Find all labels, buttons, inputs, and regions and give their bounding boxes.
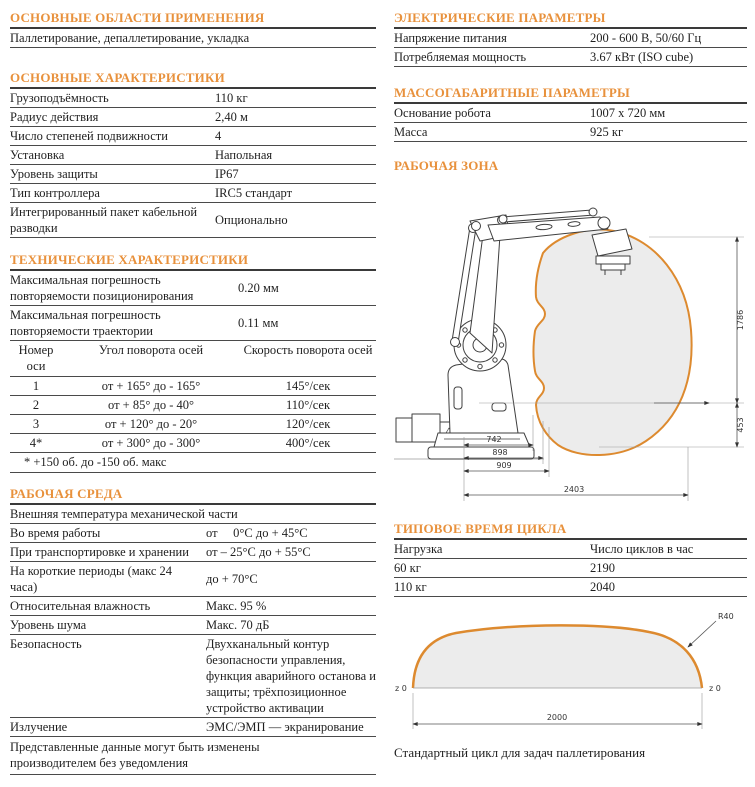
axes-table-header — [10, 341, 376, 377]
spec-row — [394, 48, 747, 67]
axis-number: 4* — [29, 436, 43, 450]
spec-row — [10, 271, 376, 306]
spec-label: Число степеней подвижности — [10, 129, 168, 143]
axis-angle: от + 85° до - 40° — [108, 398, 194, 412]
section-main-specs — [10, 70, 376, 238]
section-tech-specs — [10, 252, 376, 473]
spec-row — [10, 616, 376, 635]
spec-label: Интегрированный пакет кабельной разводки — [10, 205, 198, 235]
left-column — [10, 8, 376, 775]
section-applications — [10, 10, 376, 48]
section-title: РАБОЧАЯ СРЕДА — [10, 486, 376, 505]
spec-label: Излучение — [10, 720, 68, 734]
spec-value: 3.67 кВт (ISO cube) — [590, 50, 694, 64]
section-work-zone — [394, 158, 747, 515]
section-title: ОСНОВНЫЕ ХАРАКТЕРИСТИКИ — [10, 70, 376, 89]
spec-value: 1007 x 720 мм — [590, 106, 666, 120]
spec-row — [394, 104, 747, 123]
axis-number: 3 — [32, 417, 40, 431]
cycle-caption: Стандартный цикл для задач паллетирования — [394, 745, 646, 760]
column-header: Нагрузка — [394, 542, 443, 556]
spec-value: 925 кг — [590, 125, 624, 139]
spec-label: На короткие периоды (макс 24 часа) — [10, 564, 173, 594]
spec-row — [10, 108, 376, 127]
spec-value: Двухканальный контур безопасности управления, функция аварийного останова и защиты; трёхпозиционное устройство активации — [206, 637, 376, 715]
section-dimensions-weight — [394, 85, 747, 142]
axis-angle: от + 120° до - 20° — [104, 417, 198, 431]
table-row — [394, 578, 747, 597]
spec-row — [10, 718, 376, 737]
section-electrical — [394, 10, 747, 67]
section-title: МАССОГАБАРИТНЫЕ ПАРАМЕТРЫ — [394, 85, 747, 104]
spec-value: IP67 — [215, 167, 239, 181]
dim-2403: 2403 — [563, 485, 585, 494]
axis-number: 2 — [32, 398, 40, 412]
table-row — [10, 415, 376, 434]
spec-label: Относительная влажность — [10, 599, 151, 613]
spec-row — [10, 306, 376, 341]
environment-subheader: Внешняя температура механической части — [10, 505, 376, 524]
spec-label: Основание робота — [394, 106, 491, 120]
spec-value: 4 — [215, 129, 222, 143]
spec-label: Напряжение питания — [394, 31, 507, 45]
spec-row — [10, 184, 376, 203]
column-header: Число циклов в час — [590, 542, 694, 556]
spec-value: 110 кг — [215, 91, 248, 105]
disclaimer-text: Представленные данные могут быть изменены производителем без уведомления — [10, 740, 260, 770]
spec-value: Макс. 95 % — [206, 599, 267, 613]
cycle-load: 110 кг — [394, 580, 427, 594]
spec-label: Радиус действия — [10, 110, 99, 124]
axis-number: 1 — [32, 379, 40, 393]
spec-value: IRC5 стандарт — [215, 186, 293, 200]
z0-right-label: z 0 — [709, 684, 721, 693]
spec-value: Напольная — [215, 148, 273, 162]
spec-row — [394, 123, 747, 142]
dim-909: 909 — [496, 461, 512, 470]
cycle-load: 60 кг — [394, 561, 421, 575]
spec-label: Максимальная погрешность повторяемости траектории — [10, 308, 161, 338]
axis-speed: 120°/сек — [285, 417, 331, 431]
spec-label: Максимальная погрешность повторяемости позиционирования — [10, 273, 194, 303]
work-zone-diagram — [394, 175, 747, 515]
spec-label: Тип контроллера — [10, 186, 100, 200]
column-header: Номер оси — [18, 343, 54, 373]
column-header: Скорость поворота осей — [243, 343, 373, 357]
right-column — [394, 8, 747, 761]
section-cycle-time — [394, 521, 747, 761]
spec-label: Безопасность — [10, 637, 82, 651]
spec-value: ЭМС/ЭМП — экранирование — [206, 720, 364, 734]
axes-table-footnote: * +150 об. до -150 об. макс — [10, 453, 376, 473]
spec-label: Грузоподъёмность — [10, 91, 109, 105]
spec-label: При транспортировке и хранении — [10, 545, 189, 559]
disclaimer-note — [10, 737, 376, 775]
spec-row — [10, 543, 376, 562]
spec-value: до + 70°C — [206, 572, 258, 586]
axis-speed: 145°/сек — [285, 379, 331, 393]
spec-label: Уровень защиты — [10, 167, 98, 181]
axes-table — [10, 341, 376, 473]
spec-label: Установка — [10, 148, 65, 162]
section-title: ТЕХНИЧЕСКИЕ ХАРАКТЕРИСТИКИ — [10, 252, 376, 271]
section-title: РАБОЧАЯ ЗОНА — [394, 158, 499, 173]
spec-row — [10, 524, 376, 543]
axis-speed: 110°/сек — [285, 398, 331, 412]
spec-value: Макс. 70 дБ — [206, 618, 270, 632]
spec-row — [10, 203, 376, 238]
section-title: ЭЛЕКТРИЧЕСКИЕ ПАРАМЕТРЫ — [394, 10, 747, 29]
table-row — [394, 559, 747, 578]
cycle-count: 2040 — [590, 580, 615, 594]
spec-row — [10, 635, 376, 718]
spec-value: 200 - 600 В, 50/60 Гц — [590, 31, 702, 45]
dim-r40: R40 — [718, 612, 734, 621]
cycle-count: 2190 — [590, 561, 615, 575]
cycle-diagram — [394, 607, 747, 740]
section-title: ТИПОВОЕ ВРЕМЯ ЦИКЛА — [394, 521, 747, 540]
column-header: Угол поворота осей — [98, 343, 204, 357]
spec-value: 0.11 мм — [238, 316, 279, 330]
spec-label: Потребляемая мощность — [394, 50, 527, 64]
dim-742: 742 — [486, 435, 502, 444]
dim-2000: 2000 — [546, 713, 568, 722]
table-row — [10, 396, 376, 415]
section-environment — [10, 486, 376, 775]
axis-angle: от + 300° до - 300° — [101, 436, 201, 450]
spec-value: от 0°C до + 45°C — [206, 526, 308, 540]
z0-left-label: z 0 — [395, 684, 407, 693]
cycle-extension-lines — [413, 693, 702, 729]
axis-angle: от + 165° до - 165° — [101, 379, 201, 393]
spec-row — [10, 165, 376, 184]
dim-453: 453 — [736, 417, 745, 433]
spec-label: Масса — [394, 125, 428, 139]
dim-1786: 1786 — [736, 309, 745, 331]
spec-row — [10, 127, 376, 146]
dim-898: 898 — [492, 448, 508, 457]
applications-text: Паллетирование, депаллетирование, укладка — [10, 29, 376, 48]
cycle-table-header — [394, 540, 747, 559]
spec-row — [10, 597, 376, 616]
r40-leader-line — [688, 621, 716, 647]
section-title: ОСНОВНЫЕ ОБЛАСТИ ПРИМЕНЕНИЯ — [10, 10, 376, 29]
spec-row — [10, 146, 376, 165]
spec-row — [10, 89, 376, 108]
spec-value: от – 25°C до + 55°C — [206, 545, 311, 559]
table-row — [10, 377, 376, 396]
spec-value: Опционально — [215, 213, 288, 227]
spec-label: Во время работы — [10, 526, 101, 540]
spec-value: 2,40 м — [215, 110, 248, 124]
table-row — [10, 434, 376, 453]
spec-row — [394, 29, 747, 48]
spec-value: 0.20 мм — [238, 281, 279, 295]
axis-speed: 400°/сек — [285, 436, 331, 450]
spec-row — [10, 562, 376, 597]
spec-label: Уровень шума — [10, 618, 87, 632]
